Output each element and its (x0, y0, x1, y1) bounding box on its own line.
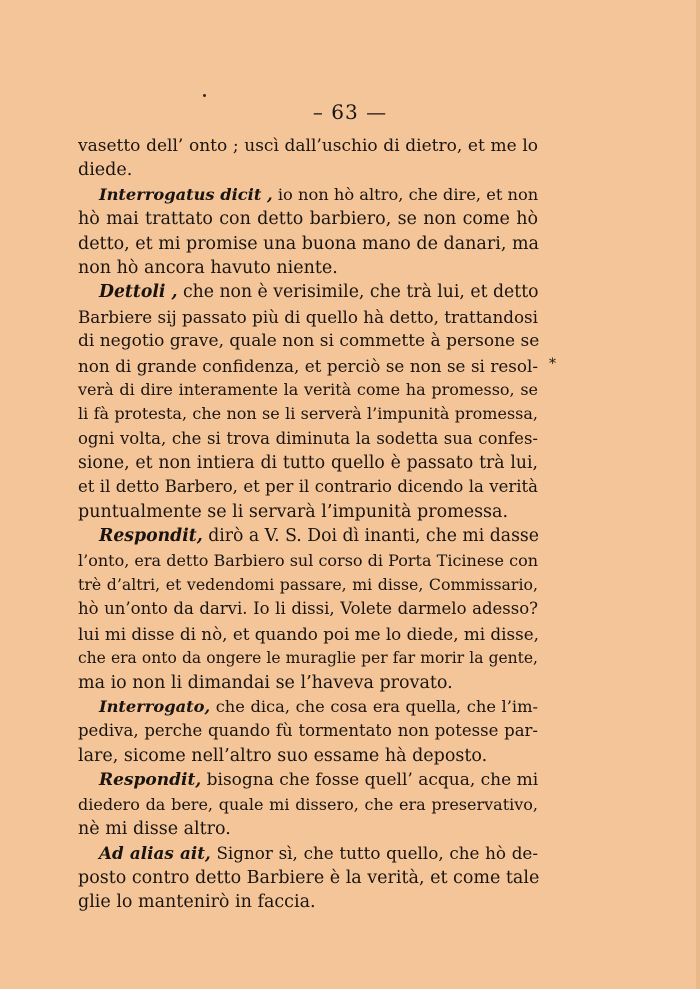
page-edge (696, 0, 700, 989)
line-text: pediva, perche quando fù tormentato non potesse par- (78, 721, 538, 741)
line-text: verà di dire interamente la verità come ha promesso, se (78, 379, 538, 399)
text-line (78, 817, 538, 841)
text-line (78, 378, 538, 402)
text-line (78, 158, 538, 182)
text-line (78, 866, 538, 890)
text-line (78, 256, 538, 280)
line-text: lui mi disse di nò, et quando poi me lo diede, mi disse, (78, 623, 539, 644)
text-line (78, 232, 538, 256)
line-text: glie lo mantenirò in faccia. (78, 892, 316, 913)
line-text: ma io non li dimandai se l’haveva provato. (78, 672, 453, 693)
line-text: et il detto Barbero, et per il contrario dicendo la verità (78, 477, 538, 497)
text-line (78, 280, 538, 304)
line-text: puntualmente se li servarà l’impunità promessa. (78, 501, 509, 522)
line-text: diedero da bere, quale mi dissero, che era preservativo, (78, 794, 538, 814)
page-number: – 63 — (312, 100, 388, 124)
line-text: non di grande confidenza, et perciò se non se si resol- (78, 355, 538, 376)
text-line (78, 744, 538, 768)
text-line (78, 890, 538, 914)
text-line (78, 841, 538, 865)
line-text: trè d’altri, et vedendomi passare, mi disse, Commissario, (78, 575, 538, 595)
line-text: hò mai trattato con detto barbiero, se non come hò (78, 209, 538, 230)
line-text: vasetto dell’ onto ; uscì dall’uschio di dietro, et me lo (78, 136, 538, 156)
text-line (78, 719, 538, 743)
text-line (78, 695, 538, 719)
line-text: Barbiere sij passato più di quello hà detto, trattandosi (78, 306, 538, 327)
text-line (78, 671, 538, 695)
text-line (78, 183, 538, 207)
speaker-cue: Dettoli , (99, 282, 178, 303)
line-text: dirò a V. S. Doi dì inanti, che mi dasse (202, 526, 539, 547)
speaker-cue: Respondit, (99, 770, 202, 791)
ink-speck (203, 94, 206, 97)
text-line (78, 500, 538, 524)
line-text: diede. (78, 160, 133, 181)
text-line (78, 573, 538, 597)
line-text: non hò ancora havuto niente. (78, 257, 338, 278)
line-text: io non hò altro, che dire, et non (272, 184, 539, 204)
text-line (78, 524, 538, 548)
speaker-cue: Ad alias ait, (99, 843, 211, 864)
line-text: che dica, che cosa era quella, che l’im- (210, 696, 538, 716)
text-line (78, 768, 538, 792)
text-line (78, 793, 538, 817)
text-line (78, 549, 538, 573)
text-line (78, 354, 538, 378)
line-text: detto, et mi promise una buona mano de danari, ma (78, 233, 539, 254)
speaker-cue: Interrogato, (99, 696, 211, 716)
text-line (78, 305, 538, 329)
line-text: lare, sicome nell’altro suo essame hà deposto. (78, 745, 488, 766)
line-text: sione, et non intiera di tutto quello è passato trà lui, (78, 453, 538, 474)
text-line (78, 329, 538, 353)
line-text: ogni volta, che si trova diminuta la sodetta sua confes- (78, 428, 538, 448)
text-line (78, 427, 538, 451)
text-line (78, 451, 538, 475)
line-text: nè mi disse altro. (78, 818, 231, 839)
speaker-cue: Interrogatus dicit , (99, 184, 273, 204)
line-text: Signor sì, che tutto quello, che hò de- (210, 843, 538, 864)
line-text: li fà protesta, che non se li serverà l’impunità promessa, (78, 404, 538, 424)
speaker-cue: Respondit, (99, 526, 203, 547)
line-text: di negotio grave, quale non si commette à persone se (78, 331, 540, 352)
line-text: l’onto, era detto Barbiero sul corso di Porta Ticinese con (78, 550, 538, 570)
margin-mark: * (549, 356, 556, 372)
text-line (78, 402, 538, 426)
body-text (78, 134, 538, 915)
text-line (78, 475, 538, 499)
line-text: posto contro detto Barbiere è la verità, et come tale (78, 867, 540, 888)
text-line (78, 622, 538, 646)
line-text: che non è verisimile, che trà lui, et detto (177, 282, 539, 303)
text-line (78, 597, 538, 621)
line-text: che era onto da ongere le muraglie per far morir la gente, (78, 649, 538, 668)
text-line (78, 207, 538, 231)
line-text: hò un’onto da darvi. Io li dissi, Volete darmelo adesso? (78, 599, 538, 619)
text-line (78, 134, 538, 158)
text-line (78, 646, 538, 670)
line-text: bisogna che fosse quell’ acqua, che mi (201, 770, 539, 791)
